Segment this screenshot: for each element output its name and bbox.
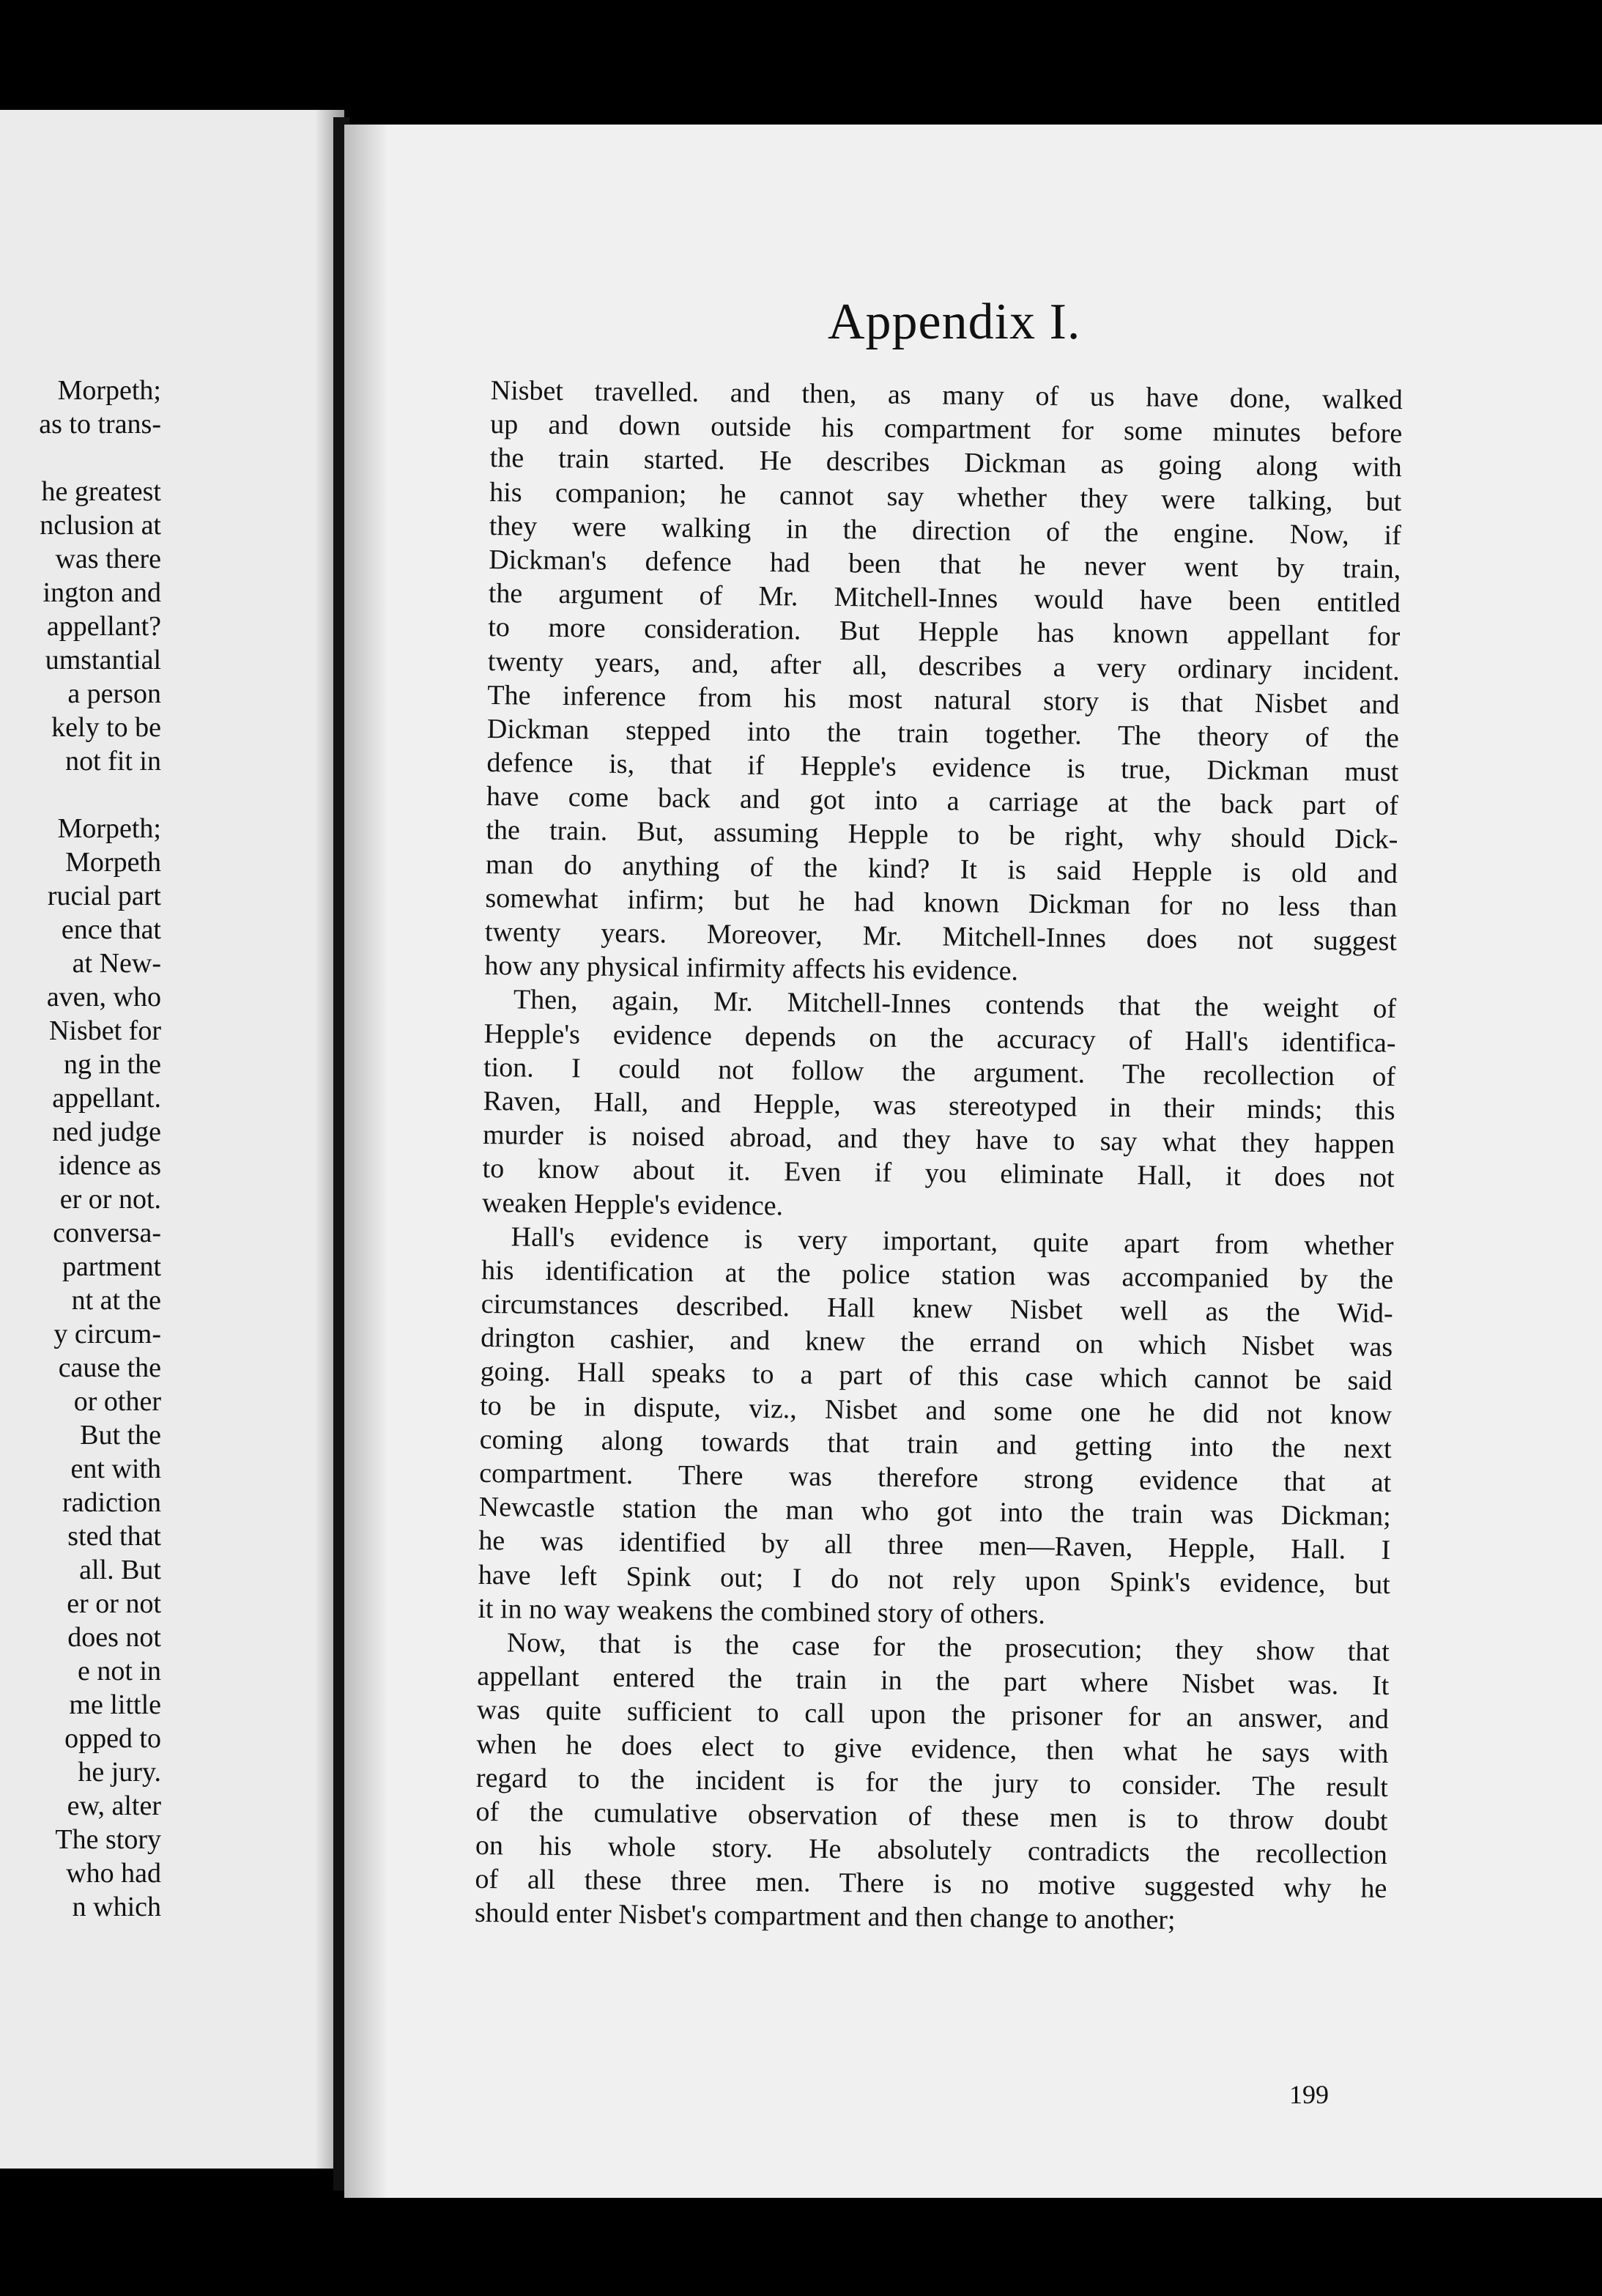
- text-line: defence is, that if Hepple's evidence is true, Dickman must: [486, 747, 1399, 788]
- facing-page-line: was there: [55, 544, 161, 574]
- text-line: he was identified by all three men—Raven, Hepple, Hall. I: [478, 1525, 1391, 1566]
- facing-page-line: rucial part: [47, 881, 161, 911]
- text-line: weaken Hepple's evidence.: [481, 1187, 784, 1221]
- text-line: the train started. He describes Dickman as going along with: [489, 442, 1402, 484]
- text-line: Dickman's defence had been that he never went by train,: [489, 544, 1401, 585]
- text-line: the argument of Mr. Mitchell-Innes would have been entitled: [488, 578, 1401, 619]
- text-line: tion. I could not follow the argument. The recollection of: [483, 1051, 1396, 1092]
- text-line: Hall's evidence is very important, quite apart from whether: [511, 1221, 1394, 1262]
- text-line: compartment. There was therefore strong evidence that at: [479, 1457, 1392, 1498]
- text-line: Now, that is the case for the prosecution; they show that: [506, 1627, 1390, 1667]
- text-line: up and down outside his compartment for some minutes before: [490, 409, 1403, 450]
- facing-page-line: e not in: [78, 1656, 161, 1686]
- text-line: twenty years, and, after all, describes a very ordinary incident.: [487, 645, 1401, 686]
- facing-page-line: opped to: [64, 1723, 161, 1754]
- facing-page-line: cause the: [58, 1352, 161, 1383]
- text-line: Nisbet travelled. and then, as many of us have done, walked: [490, 374, 1403, 416]
- facing-page-line: all. But: [79, 1555, 161, 1585]
- text-line: somewhat infirm; but he had known Dickman for no less than: [485, 882, 1398, 923]
- text-line: should enter Nisbet's compartment and then change to another;: [474, 1897, 1176, 1936]
- facing-page-line: nt at the: [71, 1285, 161, 1316]
- facing-page-line: But the: [80, 1420, 161, 1451]
- facing-page-line: me little: [69, 1689, 161, 1720]
- text-line: have come back and got into a carriage at the back part of: [486, 781, 1399, 822]
- text-line: when he does elect to give evidence, then what he says with: [476, 1728, 1389, 1769]
- text-line: his companion; he cannot say whether they were talking, but: [489, 476, 1402, 517]
- text-line: Then, again, Mr. Mitchell-Innes contends that the weight of: [513, 984, 1397, 1025]
- facing-page-line: er or not: [67, 1588, 161, 1619]
- facing-page-left: [0, 110, 344, 2169]
- text-line: it in no way weakens the combined story of others.: [478, 1593, 1046, 1630]
- facing-page-line: Morpeth: [65, 847, 161, 878]
- text-line: regard to the incident is for the jury to consider. The result: [475, 1762, 1389, 1803]
- text-line: coming along towards that train and getting into the next: [479, 1423, 1392, 1464]
- facing-page-line: does not: [67, 1622, 161, 1653]
- facing-page-line: he greatest: [41, 476, 161, 507]
- text-line: to be in dispute, viz., Nisbet and some one he did not know: [480, 1390, 1393, 1431]
- facing-page-line: or other: [73, 1386, 161, 1417]
- text-line: Hepple's evidence depends on the accuracy of Hall's identifica-: [483, 1018, 1396, 1059]
- text-line: Newcastle station the man who got into the train was Dickman;: [478, 1492, 1391, 1533]
- text-line: murder is noised abroad, and they have to say what they happen: [482, 1119, 1395, 1160]
- text-line: going. Hall speaks to a part of this case which cannot be said: [480, 1356, 1393, 1397]
- facing-page-line: ence that: [61, 914, 161, 945]
- facing-page-line: ew, alter: [67, 1790, 161, 1821]
- page-199: [344, 125, 1602, 2198]
- facing-page-line: appellant?: [46, 611, 161, 642]
- facing-page-text: [0, 374, 161, 1924]
- facing-page-line: Morpeth;: [57, 813, 161, 844]
- facing-page-line: Morpeth;: [57, 375, 161, 406]
- text-line: circumstances described. Hall knew Nisbet well as the Wid-: [481, 1288, 1393, 1330]
- facing-page-line: ng in the: [64, 1049, 161, 1080]
- text-line: of all these three men. There is no motive suggested why he: [475, 1864, 1387, 1905]
- facing-page-line: kely to be: [51, 712, 161, 743]
- text-line: his identification at the police station was accompanied by the: [481, 1254, 1394, 1295]
- inner-margin-shadow: [344, 125, 388, 2198]
- facing-page-line: ington and: [42, 577, 161, 608]
- facing-page-line: he jury.: [78, 1757, 161, 1788]
- facing-page-line: aven, who: [46, 982, 161, 1012]
- facing-page-line: sted that: [67, 1521, 161, 1552]
- text-line: drington cashier, and knew the errand on which Nisbet was: [480, 1322, 1393, 1363]
- facing-page-line: umstantial: [45, 645, 161, 675]
- facing-page-line: idence as: [58, 1150, 161, 1181]
- facing-page-line: n which: [72, 1892, 161, 1922]
- text-line: appellant entered the train in the part where Nisbet was. It: [477, 1661, 1390, 1702]
- text-line: the train. But, assuming Hepple to be right, why should Dick-: [486, 815, 1398, 856]
- text-line: of the cumulative observation of these men is to throw doubt: [475, 1796, 1388, 1837]
- facing-page-line: The story: [55, 1824, 161, 1855]
- facing-page-line: Nisbet for: [48, 1015, 161, 1046]
- text-line: they were walking in the direction of the engine. Now, if: [489, 510, 1401, 551]
- facing-page-line: as to trans-: [39, 409, 161, 440]
- text-line: have left Spink out; I do not rely upon Spink's evidence, but: [478, 1559, 1390, 1600]
- facing-page-line: conversa-: [53, 1218, 161, 1248]
- text-line: The inference from his most natural story is that Nisbet and: [487, 679, 1400, 720]
- page-number: 199: [1289, 2080, 1329, 2109]
- facing-page-line: radiction: [62, 1487, 161, 1518]
- facing-page-line: appellant.: [52, 1083, 161, 1114]
- facing-page-line: a person: [67, 678, 161, 709]
- facing-page-line: ned judge: [52, 1116, 161, 1147]
- text-line: twenty years. Moreover, Mr. Mitchell-Innes does not suggest: [484, 916, 1398, 957]
- facing-page-line: who had: [66, 1858, 161, 1889]
- text-line: to know about it. Even if you eliminate Hall, it does not: [482, 1153, 1395, 1194]
- facing-page-line: partment: [62, 1251, 161, 1282]
- facing-page-line: nclusion at: [40, 510, 161, 541]
- text-line: on his whole story. He absolutely contradicts the recollection: [475, 1829, 1388, 1870]
- facing-page-line: [0, 441, 161, 475]
- text-line: Dickman stepped into the train together. The theory of the: [486, 713, 1400, 754]
- text-line: to more consideration. But Hepple has known appellant for: [488, 612, 1401, 653]
- facing-page-line: er or not.: [59, 1184, 161, 1215]
- text-line: how any physical infirmity affects his evidence.: [484, 950, 1019, 987]
- text-line: was quite sufficient to call upon the prisoner for an answer, and: [476, 1695, 1390, 1736]
- facing-page-line: [0, 778, 161, 812]
- text-line: Raven, Hall, and Hepple, was stereotyped in their minds; this: [483, 1085, 1395, 1126]
- page-title: Appendix I.: [828, 294, 1081, 350]
- facing-page-line: y circum-: [53, 1319, 161, 1349]
- facing-page-line: not fit in: [65, 746, 161, 777]
- facing-page-line: ent with: [70, 1453, 161, 1484]
- text-line: man do anything of the kind? It is said Hepple is old and: [485, 848, 1398, 889]
- facing-page-line: at New-: [72, 948, 161, 979]
- page-body-text: [475, 374, 1403, 1940]
